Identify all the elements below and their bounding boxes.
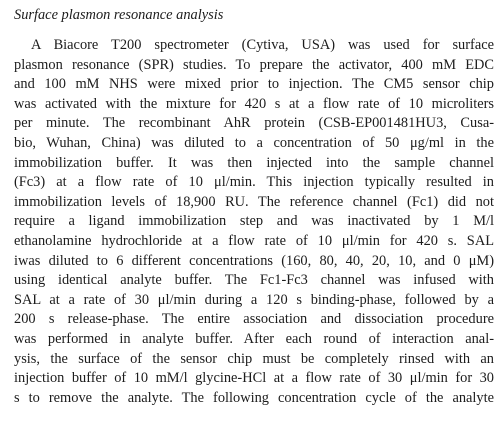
- paragraph-line: ysis, the surface of the sensor chip must be completely rinsed with an: [14, 350, 494, 367]
- paragraph-line: A Biacore T200 spectrometer (Cytiva, USA) was used for surface: [31, 37, 494, 53]
- paragraph-line: and 100 mM NHS were mixed prior to injection. The CM5 sensor chip: [14, 76, 494, 93]
- paragraph-line: injection buffer of 10 mM/l glycine-HCl at a flow rate of 30 μl/min for 30: [14, 370, 494, 387]
- paragraph-line: require a ligand immobilization step and was inactivated by 1 M/l: [14, 213, 494, 230]
- paragraph-line: iwas diluted to 6 different concentrations (160, 80, 40, 20, 10, and 0 μM): [14, 252, 494, 269]
- paragraph-line: was performed in analyte buffer. After each round of interaction anal-: [14, 330, 494, 347]
- section-heading: Surface plasmon resonance analysis: [14, 7, 224, 23]
- paragraph-line: immobilization levels of 18,900 RU. The reference channel (Fc1) did not: [14, 193, 494, 210]
- paragraph-line: per minute. The recombinant AhR protein (CSB-EP001481HU3, Cusa-: [14, 115, 494, 132]
- paragraph-line: 200 s release-phase. The entire association and dissociation procedure: [14, 311, 494, 328]
- paragraph-line: s to remove the analyte. The following concentration cycle of the analyte: [14, 389, 494, 406]
- paragraph-line: was activated with the mixture for 420 s at a flow rate of 10 microliters: [14, 95, 494, 112]
- document-page: [14, 6, 494, 408]
- paragraph-line: SAL at a rate of 30 μl/min during a 120 s binding-phase, followed by a: [14, 291, 494, 308]
- paragraph-line: plasmon resonance (SPR) studies. To prepare the activator, 400 mM EDC: [14, 56, 494, 73]
- paragraph-line: using identical analyte buffer. The Fc1-Fc3 channel was infused with: [14, 272, 494, 289]
- paragraph-line: immobilization buffer. It was then injected into the sample channel: [14, 154, 494, 171]
- paragraph-line: ethanolamine hydrochloride at a flow rate of 10 μl/min for 420 s. SAL: [14, 232, 494, 249]
- paragraph-line: (Fc3) at a flow rate of 10 μl/min. This injection typically resulted in: [14, 174, 494, 191]
- paragraph-line: bio, Wuhan, China) was diluted to a concentration of 50 μg/ml in the: [14, 134, 494, 151]
- body-paragraph: [14, 36, 494, 408]
